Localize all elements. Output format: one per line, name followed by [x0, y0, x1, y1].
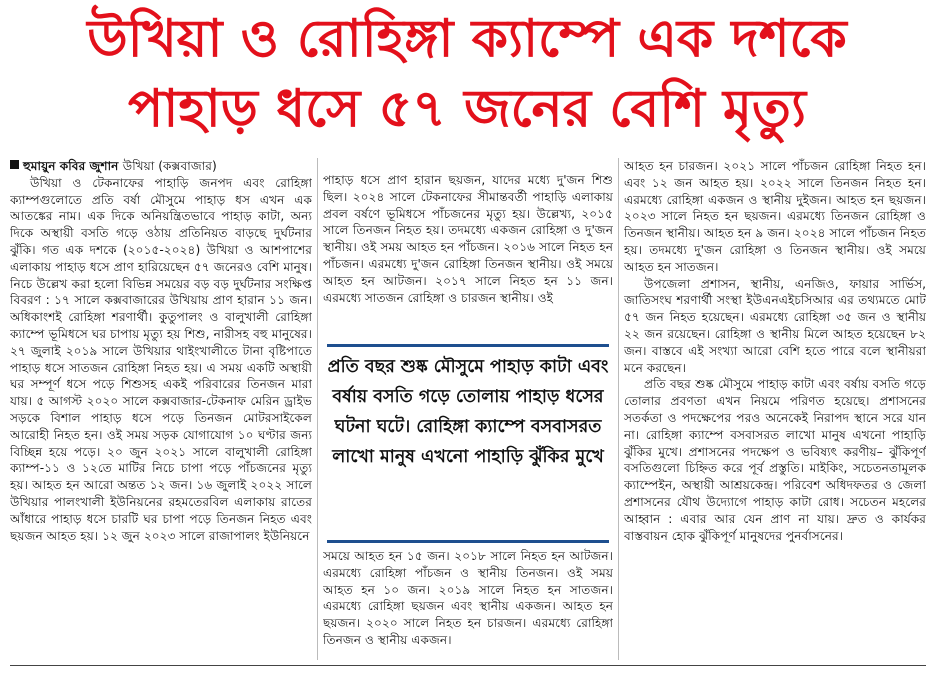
- column-2-bottom: [323, 548, 613, 660]
- column-3-paragraph-1: আহত হন চারজন। ২০২১ সালে পাঁচজন রোহিঙ্গা নিহত হন। এবং ১২ জন আহত হয়। ২০২২ সালে তিনজন নিহত হন। এরমধ্যে রোহিঙ্গা একজন ও স্থানীয় দুইজন। আহত হন ছয়জন। ২০২৩ সালে নিহত হন ছয়জন। এরমধ্যে তিনজন রোহিঙ্গা ও তিনজন স্থানীয়। আহত হন ৯ জন। ২০২৪ সালে পাঁচজন নিহত হয়। তদমধ্যে দু'জন রোহিঙ্গা ও তিনজন স্থানীয়। ওই সময়ে আহত হন সাতজন।: [624, 159, 926, 274]
- bottom-rule: [10, 665, 926, 666]
- column-3-paragraph-3: প্রতি বছর শুষ্ক মৌসুমে পাহাড় কাটা এবং বর্ষায় বসতি গড়ে তোলার প্রবণতা এখন নিয়মে পরিণত হয়েছে। প্রশাসনের সতর্কতা ও পদক্ষেপের পরও অনেকেই নিরাপদ স্থানে সরে যান না। রোহিঙ্গা ক্যাম্পে বসবাসরত লাখো মানুষ এখনো পাহাড়ি ঝুঁকির মুখে। প্রশাসনের পদক্ষেপ ও ভবিষ্যৎ করণীয়– ঝুঁকিপূর্ণ বসতিগুলো চিহ্নিত করে পূর্ব প্রস্তুতি। মাইকিং, সচেতনতামূলক ক্যাম্পেইন, অস্থায়ী আশ্রয়কেন্দ্র। পরিবেশ অধিদফতর ও জেলা প্রশাসনের যৌথ উদ্যোগে পাহাড় কাটা রোধ। সচেতন মহলের আহ্বান : এবার আর যেন প্রাণ না যায়। দ্রুত ও কার্যকর বাস্তবায়ন হোক ঝুঁকিপূর্ণ মানুষদের পুনর্বাসনের।: [624, 377, 926, 543]
- column-divider: [317, 158, 318, 660]
- headline-line-1: উখিয়া ও রোহিঙ্গা ক্যাম্পে এক দশকে: [87, 9, 847, 69]
- byline-author: হুমায়ুন কবির জুশান: [23, 159, 119, 173]
- headline: [0, 4, 934, 144]
- article-column-1: [10, 158, 312, 660]
- pullquote: প্রতি বছর শুষ্ক মৌসুমে পাহাড় কাটা এবং বর্ষায় বসতি গড়ে তোলায় পাহাড় ধসের ঘটনা ঘটে। রোহিঙ্গা ক্যাম্পে বসবাসরত লাখো মানুষ এখনো পাহাড়ি ঝুঁকির মুখে: [327, 357, 609, 467]
- byline: [10, 158, 312, 175]
- column-2-top-text: পাহাড় ধসে প্রাণ হারান ছয়জন, যাদের মধ্যে দু'জন শিশু ছিল। ২০২৪ সালে টেকনাফের সীমান্তবর্তী পাহাড়ি এলাকায় প্রবল বর্ষণে ভূমিধসে পাঁচজনের মৃত্যু হয়। উল্লেখ্য, ২০১৫ সালে তিনজন নিহত হয়। তদমধ্যে একজন রোহিঙ্গা ও দু'জন স্থানীয়। ওই সময় আহত হন পাঁচজন। ২০১৬ সালে নিহত হন পাঁচজন। এরমধ্যে দু'জন রোহিঙ্গা তিনজন স্থানীয়। ওই সময়ে আহত হন আটজন। ২০১৭ সালে নিহত হন ১১ জন। এরমধ্যে সাতজন রোহিঙ্গা ও চারজন স্থানীয়। ওই: [323, 173, 613, 305]
- column-3-paragraph-2: উপজেলা প্রশাসন, স্থানীয়, এনজিও, ফায়ার সার্ভিস, জাতিসংঘ শরণার্থী সংস্থা ইউএনএইচসিআর এর তথ্যমতে মোট ৫৭ জন নিহত হয়েছেন। এরমধ্যে রোহিঙ্গা ৩৫ জন ও স্থানীয় ২২ জন রয়েছেন। রোহিঙ্গা ও স্থানীয় মিলে আহত হয়েছেন ৮২ জন। বাস্তবে এই সংখ্যা আরো বেশি হতে পারে বলে স্থানীয়রা মনে করছেন।: [624, 276, 926, 375]
- byline-location: উখিয়া (কক্সবাজার): [122, 159, 217, 173]
- headline-line-2: পাহাড় ধসে ৫৭ জনের বেশি মৃত্যু: [127, 79, 807, 139]
- column-2-bottom-text: সময়ে আহত হন ১৫ জন। ২০১৮ সালে নিহত হন আটজন। এরমধ্যে রোহিঙ্গা পাঁচজন ও স্থানীয় তিনজন। ওই সময় আহত হন ১০ জন। ২০১৯ সালে নিহত হন সাতজন। এরমধ্যে রোহিঙ্গা ছয়জন এবং স্থানীয় একজন। আহত হন ছয়জন। ২০২০ সালে নিহত হন চারজন। এরমধ্যে রোহিঙ্গা তিনজন ও স্থানীয় একজন।: [323, 549, 613, 647]
- pullquote-bottom-rule: [327, 540, 609, 543]
- pullquote-top-rule: [327, 344, 609, 347]
- article-column-3: [624, 158, 926, 660]
- bullet-square-icon: [10, 160, 19, 169]
- column-divider: [618, 158, 619, 660]
- column-1-text: উখিয়া ও টেকনাফের পাহাড়ি জনপদ এবং রোহিঙ্গা ক্যাম্পগুলোতে প্রতি বর্ষা মৌসুমে পাহাড় ধস এখন এক আতঙ্কের নাম। এক দিকে অনিয়ন্ত্রিতভাবে পাহাড় কাটা, অন্য দিকে অস্থায়ী বসতি গড়ে ওঠায় প্রতিনিয়ত বাড়ছে দুর্ঘটনার ঝুঁকি। গত এক দশকে (২০১৫-২০২৪) উখিয়া ও আশপাশের এলাকায় পাহাড় ধসে প্রাণ হারিয়েছেন ৫৭ জনেরও বেশি মানুষ। নিচে উল্লেখ করা হলো বিভিন্ন সময়ের বড় বড় দুর্ঘটনার সংক্ষিপ্ত বিবরণ : ১৭ সালে কক্সবাজারের উখিয়ায় প্রাণ হারান ১১ জন। অধিকাংশই রোহিঙ্গা শরণার্থী। কুতুপালং ও বালুখালী রোহিঙ্গা ক্যাম্পে ভূমিধসে ঘর চাপায় মৃত্যু হয় শিশু, নারীসহ বহু মানুষের। ২৭ জুলাই ২০১৯ সালে উখিয়ার থাইংখালীতে টানা বৃষ্টিপাতে পাহাড় ধসে সাতজন রোহিঙ্গা নিহত হয়। এ সময় একটি অস্থায়ী ঘর সম্পূর্ণ ধসে পড়ে শিশুসহ একই পরিবারের তিনজন মারা যায়। ৫ আগস্ট ২০২০ সালে কক্সবাজার-টেকনাফ মেরিন ড্রাইভ সড়কে বিশাল পাহাড় ধসে পড়ে তিনজন মোটরসাইকেল আরোহী নিহত হন। ওই সময় সড়ক যোগাযোগ ১০ ঘণ্টার জন্য বিচ্ছিন্ন হয়ে পড়ে। ২০ জুন ২০২১ সালে বালুখালী রোহিঙ্গা ক্যাম্প-১১ ও ১২তে মাটির নিচে চাপা পড়ে পাঁচজনের মৃত্যু হয়। আহত হন আরো অন্তত ১২ জন। ১৬ জুলাই ২০২২ সালে উখিয়ার পালংখালী ইউনিয়নের রহমতেরবিল এলাকায় রাতের আঁধারে পাহাড় ধসে চারটি ঘর চাপা পড়ে তিনজন নিহত এবং ছয়জন আহত হয়। ১২ জুন ২০২৩ সালে রাজাপালং ইউনিয়নে: [10, 175, 312, 543]
- column-2-top: [323, 172, 613, 336]
